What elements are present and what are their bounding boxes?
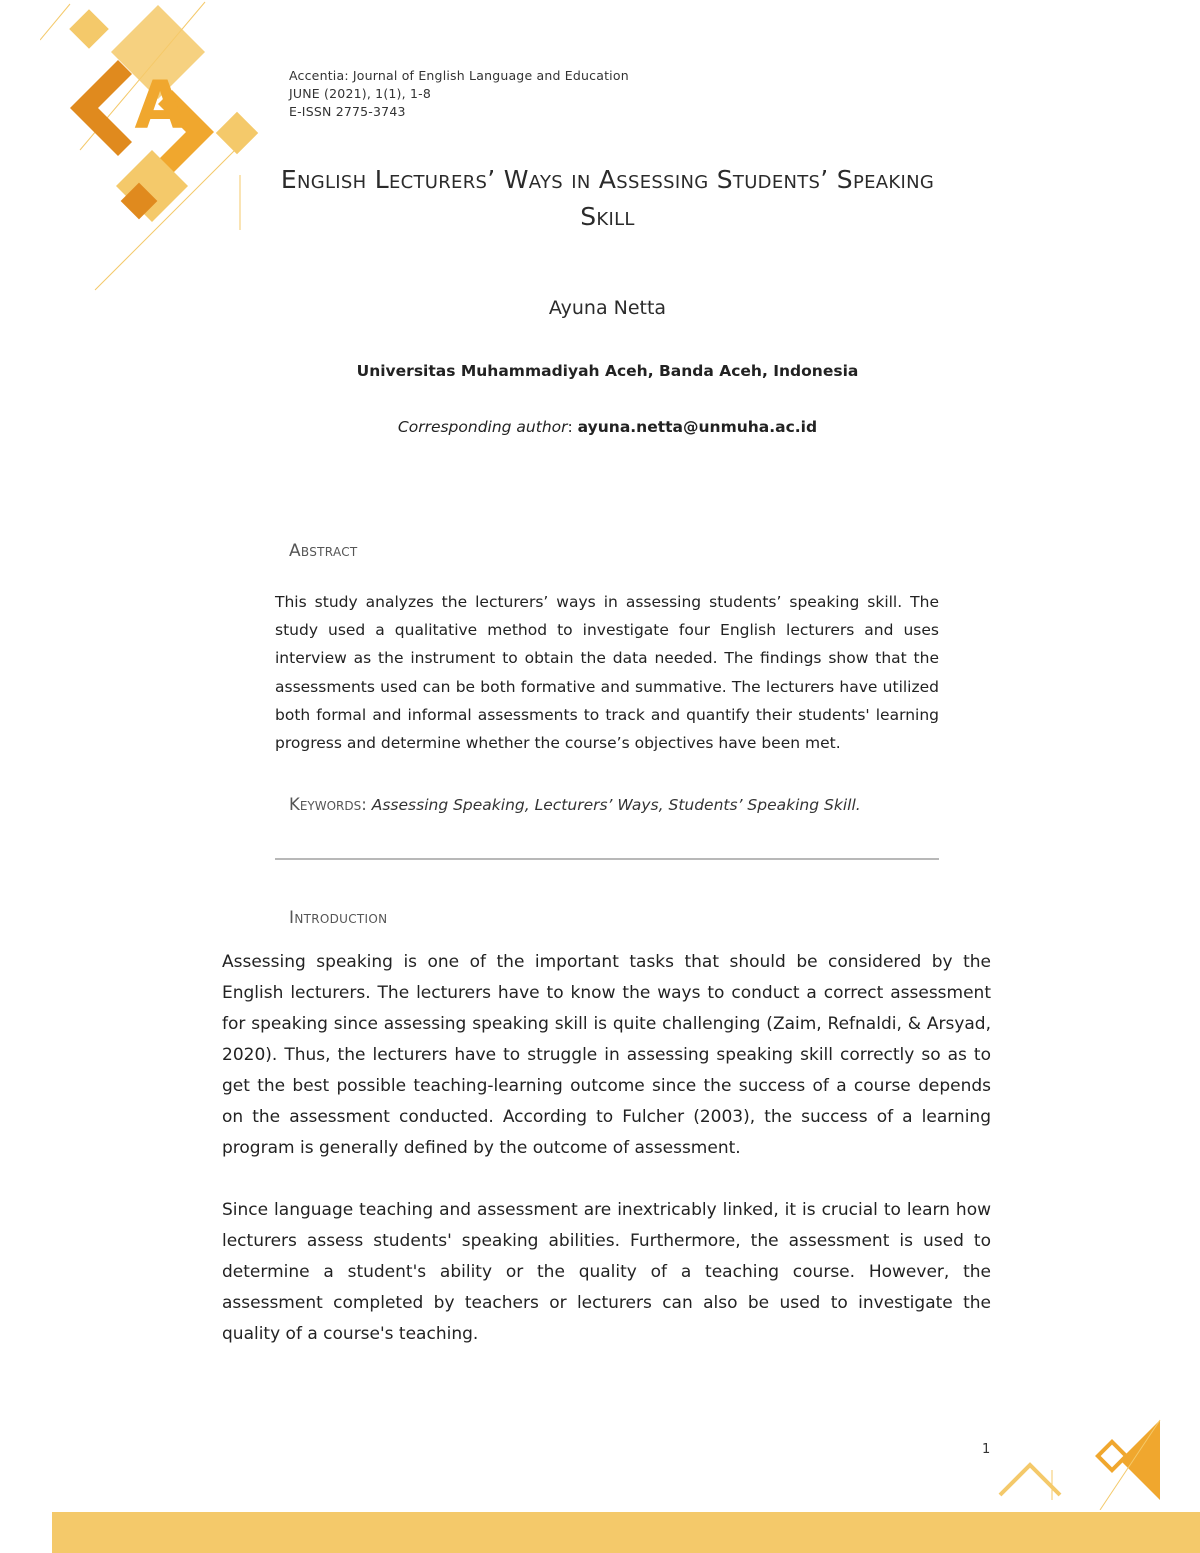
corresponding-label: Corresponding author <box>397 418 568 436</box>
abstract-heading: Abstract <box>289 541 358 561</box>
paper-title-line2: Skill <box>580 202 635 231</box>
journal-issue: JUNE (2021), 1(1), 1-8 <box>289 86 431 101</box>
logo-letter: A <box>134 67 186 144</box>
author-name: Ayuna Netta <box>548 297 667 319</box>
introduction-paragraph-2: Since language teaching and assessment are inextricably linked, it is crucial to learn how lecturers assess students' speaking abilities. Furthermore, the assessment is used to determine a student's ability or the quality of a teaching course. However, the assessment completed by teachers or lecturers can also be used to investigate the quality of a course's teaching. <box>222 1200 991 1344</box>
introduction-paragraph-1: Assessing speaking is one of the important tasks that should be considered by the English lecturers. The lecturers have to know the ways to conduct a correct assessment for speaking since assessing speaking skill is quite challenging (Zaim, Refnaldi, & Arsyad, 2020). Thus, the lecturers have to struggle in assessing speaking skill correctly so as to get the best possible teaching-learning outcome since the success of a course depends on the assessment conducted. According to Fulcher (2003), the success of a learning program is generally defined by the outcome of assessment. <box>222 952 991 1158</box>
keywords-text: Assessing Speaking, Lecturers’ Ways, Students’ Speaking Skill. <box>371 796 861 814</box>
corner-decoration <box>990 1410 1200 1510</box>
journal-logo <box>40 0 280 300</box>
paper-title-line1: English Lecturers’ Ways in Assessing Students’ Speaking <box>280 165 935 194</box>
keywords-label: Keywords: <box>289 795 367 814</box>
section-divider <box>275 858 939 860</box>
journal-name: Accentia: Journal of English Language and Education <box>289 68 629 83</box>
page-number: 1 <box>982 1442 991 1457</box>
corresponding-email[interactable]: ayuna.netta@unmuha.ac.id <box>577 418 818 436</box>
journal-issn: E-ISSN 2775-3743 <box>289 104 406 119</box>
abstract-body: This study analyzes the lecturers’ ways in assessing students’ speaking skill. The study used a qualitative method to investigate four English lecturers and uses interview as the instrument to obtain the data needed. The findings show that the assessments used can be both formative and summative. The lecturers have utilized both formal and informal assessments to track and quantify their students' learning progress and determine whether the course’s objectives have been met. <box>275 593 939 753</box>
corresponding-author: Corresponding author: ayuna.netta@unmuha.ac.id <box>397 418 818 436</box>
keywords <box>289 795 939 814</box>
introduction-heading: Introduction <box>289 908 388 928</box>
footer-bar <box>52 1512 1200 1553</box>
author-affiliation: Universitas Muhammadiyah Aceh, Banda Aceh, Indonesia <box>356 362 859 380</box>
